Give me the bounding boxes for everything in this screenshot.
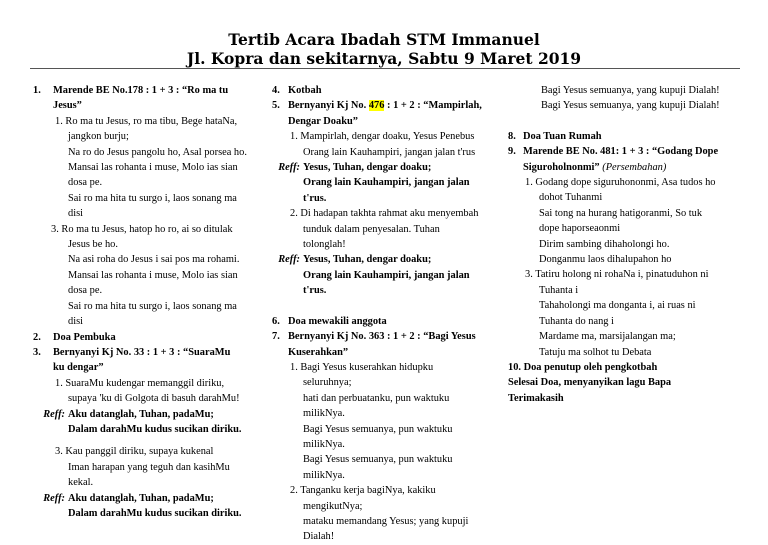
verse-line: 2. Tanganku kerja bagiNya, kakiku	[290, 485, 436, 497]
verse-line: Na asi roha do Jesus i sai pos ma rohami.	[68, 254, 240, 266]
title-line-1: Tertib Acara Ibadah STM Immanuel	[228, 30, 540, 49]
item-5-head-b: Dengar Doaku”	[288, 115, 358, 127]
verse-line: hati dan perbuatanku, pun waktuku	[303, 392, 450, 404]
item-6: 6. Doa mewakili anggota	[272, 315, 387, 327]
verse-line: Mansai las rohanta i muse, Molo ias sian	[68, 269, 238, 281]
verse-line: Sai ro ma hita tu surgo i, laos sonang ma	[68, 192, 237, 204]
reff-2-line-2: Dalam darahMu kudus sucikan diriku.	[68, 507, 242, 519]
verse-line: 1. Ro ma tu Jesus, ro ma tibu, Bege hataNa,	[55, 115, 238, 127]
column-2	[272, 83, 504, 545]
verse-line: supaya 'ku di Golgota di basuh darahMu!	[68, 393, 240, 405]
item-5: 5. Bernyanyi Kj No. 476 : 1 + 2 : “Mampirlah,	[272, 100, 482, 112]
column-3	[508, 83, 753, 406]
reff-2: Reff: Aku datanglah, Tuhan, padaMu;	[43, 492, 214, 504]
verse-line: Mardame ma, marsijalangan ma;	[539, 331, 676, 343]
reff-1: Reff: Yesus, Tuhan, dengar doaku;	[278, 162, 432, 174]
verse-line: Sai ro ma hita tu surgo i, laos sonang ma	[68, 300, 237, 312]
verse-line: Sai tong na hurang hatigoranmi, So tuk	[539, 207, 703, 219]
column-1	[33, 83, 265, 521]
item-2: 2. Doa Pembuka	[33, 331, 116, 343]
item-1: 1. Marende BE No.178 : 1 + 3 : “Ro ma tu	[33, 85, 229, 96]
verse-line: dohot Tuhanmi	[539, 192, 603, 204]
verse-line: Dialah!	[303, 531, 335, 543]
reff-1-line-2: Dalam darahMu kudus sucikan diriku.	[68, 423, 242, 435]
verse-line: disi	[68, 208, 84, 220]
item-3: 3. Bernyanyi Kj No. 33 : 1 + 3 : “SuaraMu	[33, 346, 231, 358]
verse-line: dosa pe.	[68, 177, 103, 189]
verse-line: dope haporseaonmi	[539, 223, 621, 235]
verse-line: Tahaholongi ma donganta i, ai ruas ni	[539, 300, 696, 312]
verse-line: 1. Bagi Yesus kuserahkan hidupku	[290, 361, 434, 373]
verse-line: Orang lain Kauhampiri, jangan jalan t'rus	[303, 146, 476, 158]
highlighted-hymn-number: 476	[368, 100, 385, 112]
reff-1-line-2: Orang lain Kauhampiri, jangan jalan	[303, 177, 470, 189]
verse-line: Donganmu laos dihalupahon ho	[539, 254, 672, 266]
verse-line: kekal.	[68, 477, 94, 489]
verse-line: Mansai las rohanta i muse, Molo ias sian	[68, 162, 238, 174]
item-9-head-b: Siguroholnonmi” (Persembahan)	[523, 161, 667, 173]
verse-line: Bagi Yesus semuanya, pun waktuku	[303, 454, 453, 466]
reff-2: Reff: Yesus, Tuhan, dengar doaku;	[278, 254, 432, 266]
verse-line: Jesus be ho.	[68, 239, 118, 251]
item-7-head-b: Kuserahkan”	[288, 346, 349, 358]
title-line-2: Jl. Kopra dan sekitarnya, Sabtu 9 Maret 2019	[186, 49, 582, 68]
reff-1-line-3: t'rus.	[303, 192, 327, 204]
verse-line: seluruhnya;	[303, 377, 352, 389]
verse-line: 1. Mampirlah, dengar doaku, Yesus Penebus	[290, 131, 475, 143]
verse-line: Iman harapan yang teguh dan kasihMu	[68, 461, 230, 473]
verse-line: Dirim sambing dihaholongi ho.	[539, 238, 670, 250]
verse-line: milikNya.	[303, 438, 345, 450]
verse-line: Bagi Yesus semuanya, yang kupuji Dialah!	[541, 85, 720, 96]
verse-line: jangkon burju;	[68, 131, 129, 143]
closing-line-1: Selesai Doa, menyanyikan lagu Bapa	[508, 377, 672, 389]
item-9: 9. Marende BE No. 481: 1 + 3 : “Godang Dope	[508, 146, 719, 158]
verse-line: Tuhanta do nang i	[539, 315, 614, 327]
item-7: 7. Bernyanyi Kj No. 363 : 1 + 2 : “Bagi Yesus	[272, 331, 476, 343]
verse-line: Na ro do Jesus pangolu ho, Asal porsea ho.	[68, 146, 247, 158]
verse-line: dosa pe.	[68, 285, 103, 297]
verse-line: milikNya.	[303, 408, 345, 420]
closing-line-2: Terimakasih	[508, 392, 564, 404]
item-4: 4. Kotbah	[272, 85, 322, 96]
verse-line: Bagi Yesus semuanya, yang kupuji Dialah!	[541, 100, 720, 112]
item-1-head-b: Jesus”	[53, 100, 82, 112]
verse-line: tunduk dalam penyesalan. Tuhan	[303, 223, 440, 235]
item-3-head-b: ku dengar”	[53, 362, 104, 374]
verse-line: tolonglah!	[303, 239, 346, 251]
item-10: 10. Doa penutup oleh pengkotbah	[508, 361, 658, 373]
verse-line: Tuhanta i	[539, 284, 579, 296]
verse-line: 3. Kau panggil diriku, supaya kukenal	[55, 446, 214, 458]
verse-line: 1. SuaraMu kudengar memanggil diriku,	[55, 377, 225, 389]
verse-line: 3. Ro ma tu Jesus, hatop ho ro, ai so ditulak	[51, 223, 233, 235]
verse-line: Tatuju ma solhot tu Debata	[539, 346, 652, 358]
reff-2-line-3: t'rus.	[303, 285, 327, 297]
verse-line: milikNya.	[303, 469, 345, 481]
item-8: 8. Doa Tuan Rumah	[508, 130, 602, 142]
verse-line: Bagi Yesus semuanya, pun waktuku	[303, 423, 453, 435]
verse-line: mataku memandang Yesus; yang kupuji	[303, 515, 469, 527]
verse-line: mengikutNya;	[303, 500, 363, 512]
verse-line: 2. Di hadapan takhta rahmat aku menyembah	[290, 208, 479, 220]
header-rule	[30, 68, 740, 69]
verse-line: 3. Tatiru holong ni rohaNa i, pinatuduhon ni	[525, 269, 709, 281]
reff-2-line-2: Orang lain Kauhampiri, jangan jalan	[303, 269, 470, 281]
reff-1: Reff: Aku datanglah, Tuhan, padaMu;	[43, 408, 214, 420]
verse-line: disi	[68, 316, 84, 328]
verse-line: 1. Godang dope siguruhononmi, Asa tudos ho	[525, 177, 716, 189]
